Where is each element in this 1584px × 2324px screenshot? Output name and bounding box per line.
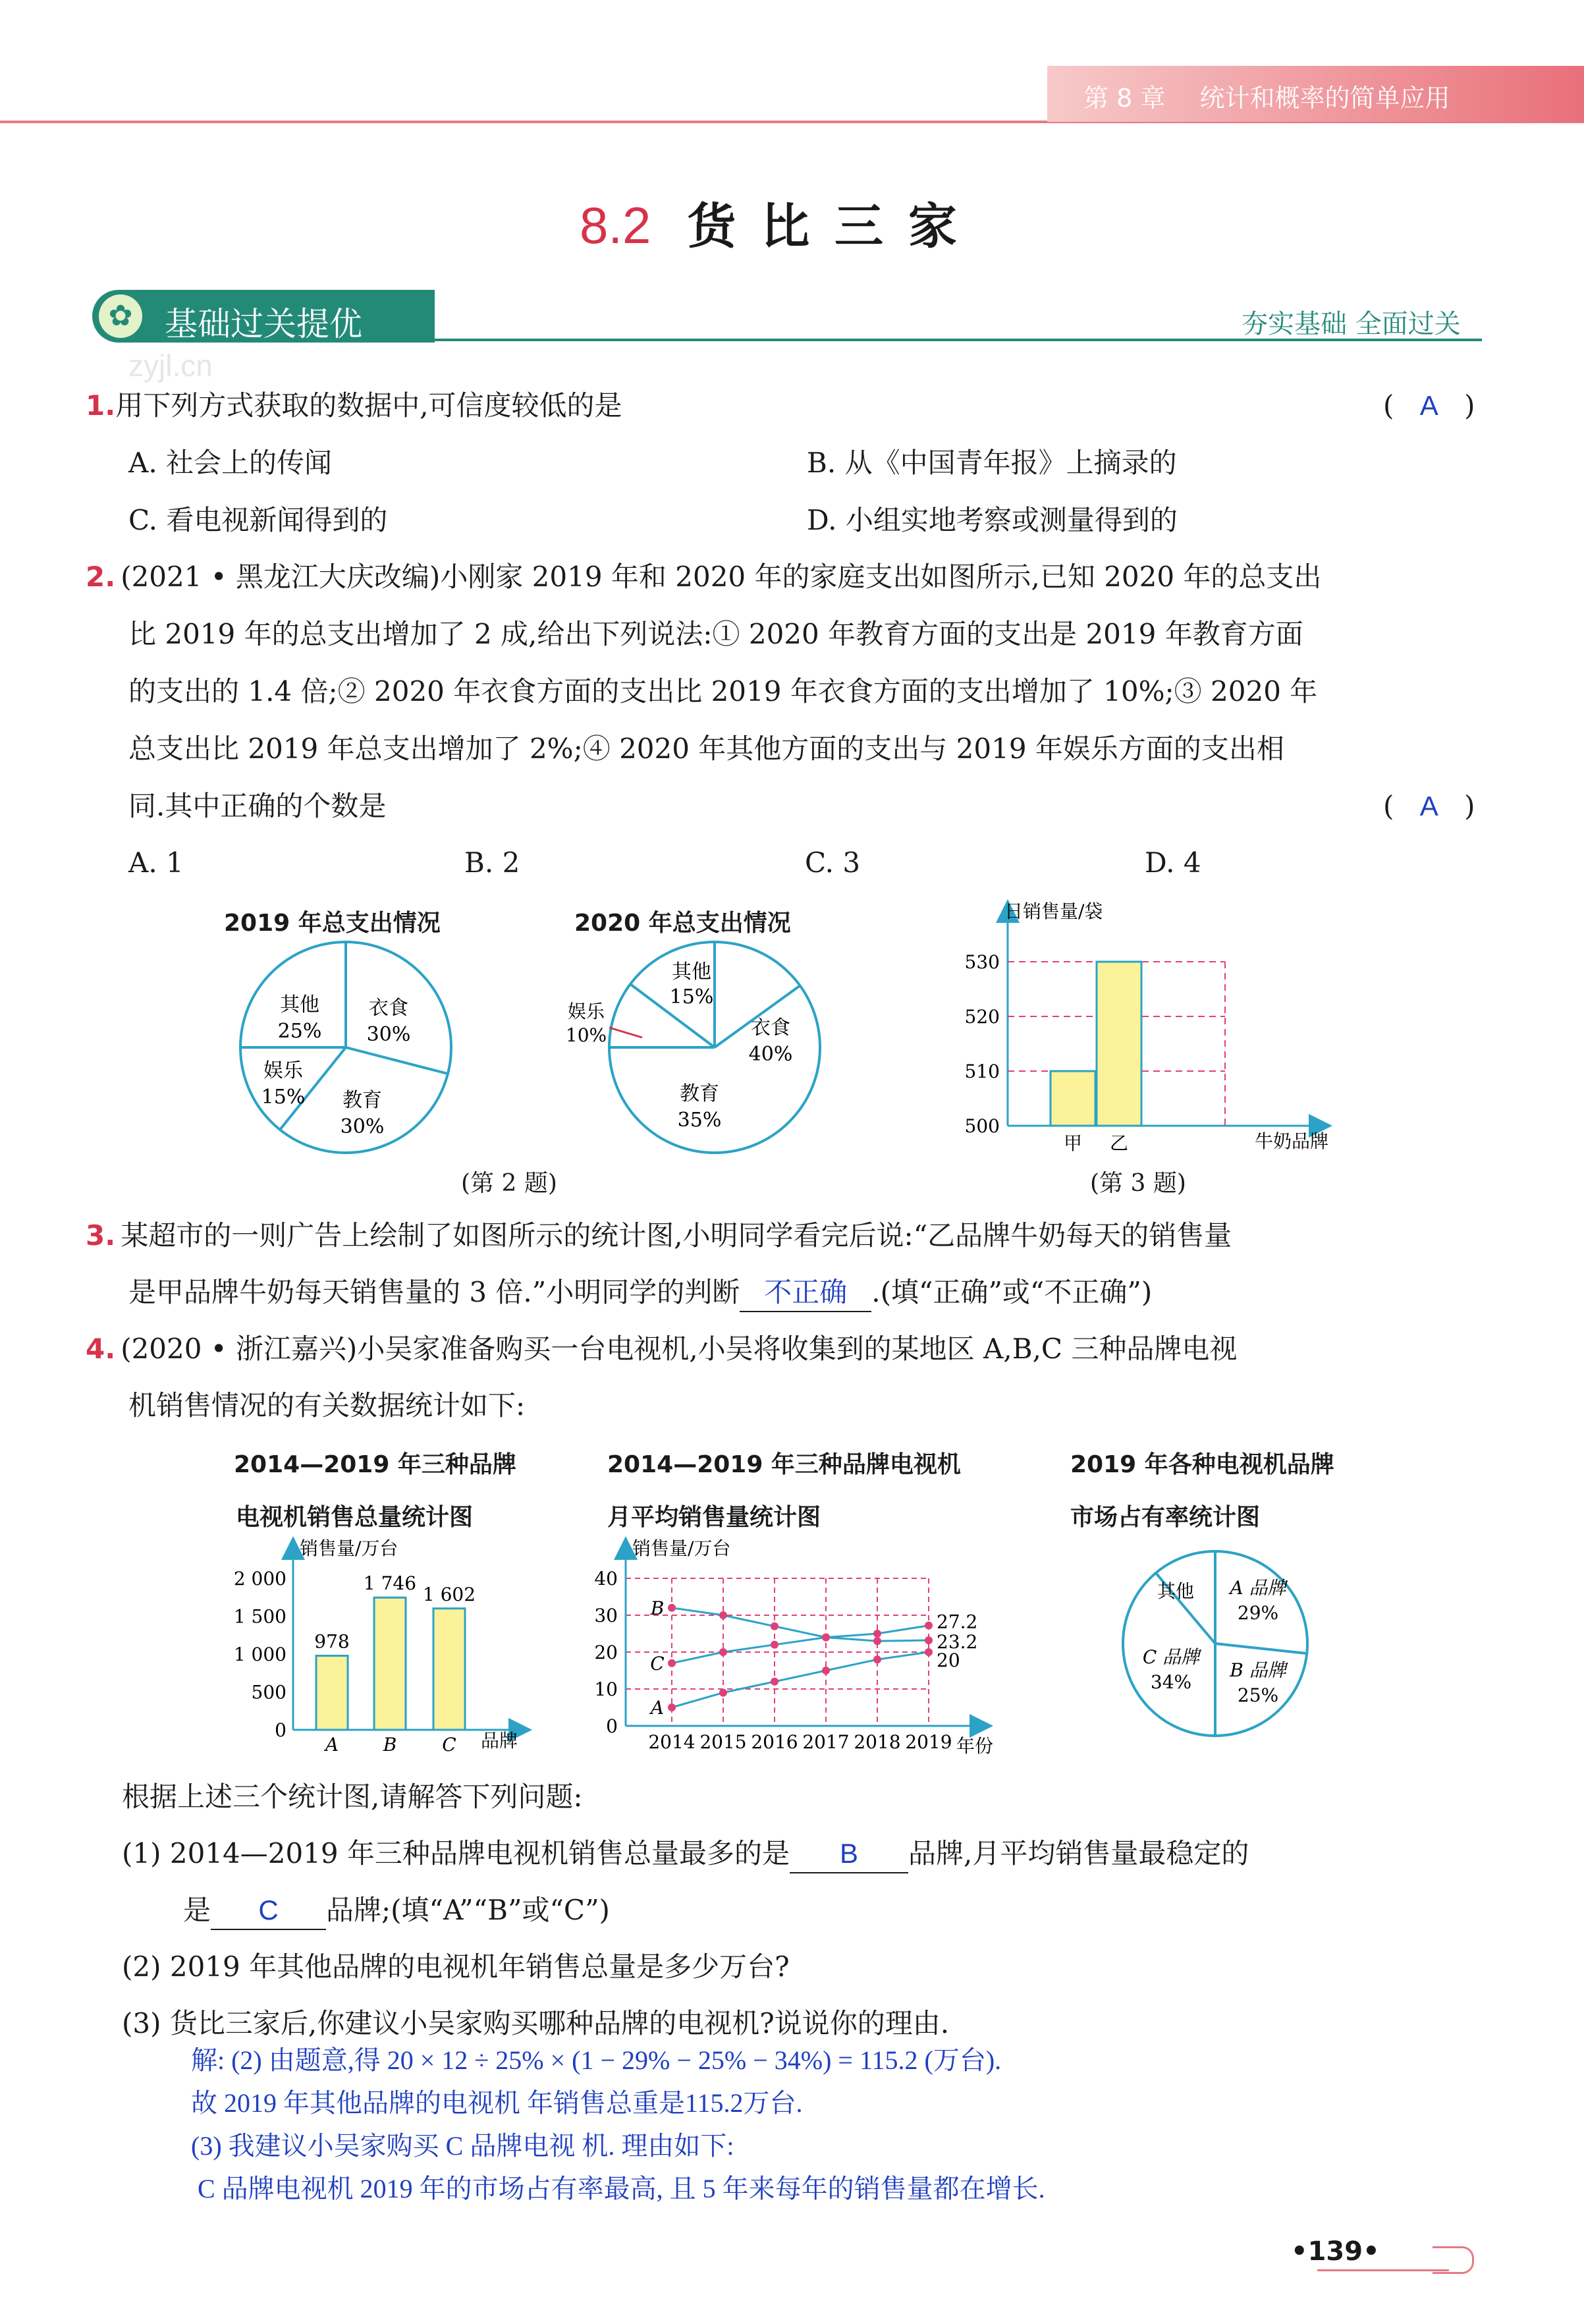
solution-line-1: 解: (2) 由题意,得 20 × 12 ÷ 25% × (1 − 29% − 25% − 34%) = 115.2 (万台).: [191, 2045, 1002, 2075]
q3-line-2: [128, 1274, 1152, 1312]
tv-monthly-point-B-2014: [668, 1604, 676, 1612]
tv-monthly-series-label-A: A: [650, 1697, 665, 1719]
q2-paren-close: ): [1464, 790, 1475, 822]
tv-total-bar-C: [433, 1609, 465, 1730]
pie-chart-2020: [560, 939, 823, 1156]
milk-xtick-0: 甲: [1063, 1132, 1083, 1154]
tv-monthly-ytick-2: 20: [594, 1642, 618, 1663]
q2-text-1: (2021 • 黑龙江大庆改编)小刚家 2019 年和 2020 年的家庭支出如图所示,已知 2020 年的总支出: [121, 561, 1322, 593]
tv-total-ytick-3: 1 500: [233, 1605, 287, 1628]
q2-answer-paren: [1383, 788, 1475, 825]
page-title: [580, 188, 961, 258]
q2-line-3: 的支出的 1.4 倍;② 2020 年衣食方面的支出比 2019 年衣食方面的支出增加了 10%;③ 2020 年: [128, 675, 1318, 707]
sprout-icon: ✿: [99, 294, 142, 338]
q4-p1-text-3: 是: [183, 1894, 211, 1926]
tv-monthly-point-C-2017: [822, 1634, 830, 1642]
tv-monthly-xtick-2: 2016: [751, 1731, 798, 1753]
tv-share-pct-c: 34%: [1150, 1671, 1192, 1693]
tv-share-title-2: 市场占有率统计图: [1070, 1504, 1261, 1531]
q4-p1-text-4: 品牌;(填“A”“B”或“C”): [326, 1894, 610, 1926]
tv-monthly-series-label-C: C: [650, 1652, 665, 1674]
tv-monthly-point-A-2018: [873, 1655, 881, 1663]
milk-bar-0: [1051, 1071, 1095, 1126]
milk-ytick-1: 510: [964, 1061, 1000, 1082]
q3-answer-blank: [740, 1274, 871, 1312]
tv-monthly-ytick-1: 10: [594, 1678, 618, 1700]
q1-paren-close: ): [1464, 389, 1475, 422]
tv-monthly-point-C-2018: [873, 1630, 881, 1638]
tv-monthly-end-label-B: 23.2: [937, 1631, 978, 1653]
tv-monthly-point-A-2015: [719, 1689, 727, 1697]
q1-option-b: B. 从《中国青年报》上摘录的: [807, 447, 1177, 479]
chapter-title: 统计和概率的简单应用: [1199, 84, 1450, 113]
tv-monthly-title-1: 2014—2019 年三种品牌电视机: [607, 1451, 961, 1478]
q4-p1-blank-1: [790, 1835, 908, 1873]
milk-ylabel: 日销售量/袋: [1004, 900, 1103, 922]
pie-2020-pct-ent: 10%: [565, 1024, 607, 1046]
title-number: 8.2: [580, 196, 651, 254]
page-corner-curve: [1433, 2246, 1474, 2274]
pie-2020-title: 2020 年总支出情况: [574, 910, 791, 937]
tv-monthly-end-label-A: 20: [937, 1649, 960, 1671]
q4-line-2: 机销售情况的有关数据统计如下:: [128, 1389, 526, 1422]
q4-text-1: (2020 • 浙江嘉兴)小吴家准备购买一台电视机,小吴将收集到的某地区 A,B,C 三种品牌电视: [121, 1333, 1238, 1365]
q1-option-d: D. 小组实地考察或测量得到的: [807, 504, 1178, 536]
q1-stem: [86, 387, 622, 424]
tv-monthly-point-A-2017: [822, 1667, 830, 1674]
q4-p1-text-2: 品牌,月平均销售量最稳定的: [908, 1837, 1249, 1869]
tv-total-ytick-4: 2 000: [233, 1568, 287, 1590]
tv-total-value-A: 978: [314, 1630, 350, 1653]
pie-2019-label-edu: 教育: [342, 1089, 382, 1112]
q2-line-5: 同.其中正确的个数是: [128, 790, 387, 822]
q2-answer: A: [1419, 790, 1438, 821]
q1-option-c: C. 看电视新闻得到的: [128, 504, 388, 536]
milk-ytick-0: 500: [964, 1115, 1000, 1137]
milk-bar-chart: [942, 899, 1390, 1163]
q1-option-a: A. 社会上的传闻: [128, 447, 333, 479]
pie-2019-pct-ent: 15%: [261, 1086, 306, 1109]
q2-number: 2.: [86, 561, 116, 593]
tv-total-value-B: 1 746: [363, 1572, 417, 1595]
milk-ytick-3: 530: [964, 951, 1000, 973]
tv-total-xtick-A: A: [325, 1734, 339, 1756]
tv-share-label-c: C 品牌: [1142, 1646, 1200, 1668]
pie-2019-title: 2019 年总支出情况: [224, 910, 441, 937]
tv-monthly-xlabel: 年份: [956, 1735, 994, 1757]
tv-monthly-line-chart: [580, 1535, 1021, 1765]
tv-total-ytick-2: 1 000: [233, 1644, 287, 1665]
q4-line-1: [86, 1331, 1237, 1368]
solution-line-4: C 品牌电视机 2019 年的市场占有率最高, 且 5 年来每年的销售量都在增长.: [198, 2174, 1045, 2203]
pie-2019-label-food: 衣食: [369, 997, 408, 1020]
tv-share-pie-chart: [1120, 1548, 1311, 1739]
tv-monthly-point-C-2014: [668, 1659, 676, 1667]
q4-p1-blank-2: [211, 1892, 326, 1930]
tv-monthly-ytick-4: 40: [594, 1568, 618, 1590]
tv-monthly-point-B-2015: [719, 1611, 727, 1619]
section-slogan: 夯实基础 全面过关: [1242, 309, 1461, 339]
pie-2020-pct-edu: 35%: [677, 1109, 722, 1132]
tv-monthly-xtick-0: 2014: [648, 1731, 696, 1753]
q4-number: 4.: [86, 1333, 116, 1365]
q4-part-1-line-1: [122, 1835, 1249, 1873]
q2-paren-open: (: [1383, 790, 1394, 822]
q3-text-3: .(填“正确”或“不正确”): [871, 1276, 1153, 1308]
tv-monthly-point-B-2018: [873, 1637, 881, 1645]
q1-answer: A: [1419, 390, 1438, 421]
tv-monthly-xtick-1: 2015: [699, 1731, 747, 1753]
q1-text: 用下列方式获取的数据中,可信度较低的是: [115, 389, 622, 422]
pie-2019-pct-edu: 30%: [340, 1115, 385, 1138]
tv-total-bar-A: [316, 1656, 348, 1730]
tv-monthly-ytick-3: 30: [594, 1605, 618, 1626]
tv-total-xtick-B: B: [383, 1734, 397, 1756]
tv-share-pct-a: 29%: [1237, 1602, 1279, 1624]
q4-part-2: (2) 2019 年其他品牌的电视机年销售总量是多少万台?: [122, 1950, 790, 1983]
tv-monthly-series-A: [672, 1652, 929, 1707]
milk-xtick-1: 乙: [1109, 1132, 1129, 1154]
tv-monthly-point-C-2015: [719, 1648, 727, 1656]
q3-text-1: 某超市的一则广告上绘制了如图所示的统计图,小明同学看完后说:“乙品牌牛奶每天的销售量: [121, 1219, 1232, 1252]
tv-monthly-series-B: [672, 1608, 929, 1641]
tv-monthly-point-C-2019: [925, 1622, 933, 1630]
tv-monthly-point-A-2016: [771, 1678, 778, 1686]
q2-option-d: D. 4: [1145, 846, 1201, 879]
tv-monthly-point-C-2016: [771, 1641, 778, 1649]
tv-monthly-ytick-0: 0: [606, 1715, 618, 1737]
page-number: •139•: [1291, 2236, 1380, 2267]
tv-total-xlabel: 品牌: [481, 1730, 518, 1752]
tv-share-title-1: 2019 年各种电视机品牌: [1070, 1451, 1334, 1478]
tv-total-title-1: 2014—2019 年三种品牌: [234, 1451, 516, 1478]
tv-monthly-point-A-2019: [925, 1648, 933, 1656]
q3-answer: 不正确: [764, 1277, 848, 1308]
tv-total-ytick-0: 0: [275, 1719, 287, 1741]
tv-share-label-b: B 品牌: [1230, 1659, 1286, 1681]
tv-share-label-other: 其他: [1157, 1580, 1195, 1602]
milk-bar-1: [1097, 962, 1141, 1126]
tv-share-label-a: A 品牌: [1230, 1577, 1286, 1599]
watermark: zyjl.cn: [128, 348, 213, 383]
milk-ytick-2: 520: [964, 1006, 1000, 1028]
pie-chart-2019: [237, 939, 454, 1156]
q3-line-1: [86, 1217, 1232, 1254]
q2-caption: (第 2 题): [461, 1170, 557, 1197]
tv-total-bar-chart: [224, 1535, 540, 1759]
pie-2020-label-ent: 娱乐: [567, 1001, 605, 1022]
tv-total-ylabel: 销售量/万台: [300, 1537, 398, 1559]
tv-total-ytick-1: 500: [251, 1681, 287, 1703]
q3-number: 3.: [86, 1219, 116, 1252]
tv-monthly-ylabel: 销售量/万台: [632, 1537, 731, 1559]
chapter-label: [1083, 78, 1450, 114]
q4-intro: 根据上述三个统计图,请解答下列问题:: [122, 1781, 583, 1813]
q4-p1-answer-1: B: [839, 1838, 858, 1869]
q4-part-1-line-2: [183, 1892, 610, 1930]
q4-p1-text-1: (1) 2014—2019 年三种品牌电视机销售总量最多的是: [122, 1837, 790, 1869]
pie-2020-label-other: 其他: [672, 960, 711, 983]
q1-answer-paren: [1383, 387, 1475, 424]
title-text: 货 比 三 家: [687, 198, 961, 255]
section-name: 基础过关提优: [165, 305, 362, 343]
tv-total-title-2: 电视机销售总量统计图: [236, 1504, 474, 1531]
solution-line-2: 故 2019 年其他品牌的电视机 年销售总重是115.2万台.: [191, 2088, 803, 2118]
tv-monthly-xtick-3: 2017: [802, 1731, 850, 1753]
tv-total-value-C: 1 602: [422, 1583, 476, 1605]
pie-2019-pct-food: 30%: [366, 1023, 411, 1046]
tv-total-xtick-C: C: [442, 1734, 456, 1756]
tv-monthly-point-B-2016: [771, 1622, 778, 1630]
tv-monthly-title-2: 月平均销售量统计图: [607, 1504, 821, 1531]
pie-2020-pct-other: 15%: [669, 985, 714, 1009]
q4-part-3: (3) 货比三家后,你建议小吴家购买哪种品牌的电视机?说说你的理由.: [122, 2007, 950, 2039]
q4-p1-answer-2: C: [258, 1895, 279, 1925]
tv-monthly-end-label-C: 27.2: [937, 1611, 978, 1633]
q2-line-2: 比 2019 年的总支出增加了 2 成,给出下列说法:① 2020 年教育方面的支出是 2019 年教育方面: [128, 618, 1303, 650]
tv-total-bar-B: [374, 1597, 406, 1730]
solution-line-3: (3) 我建议小吴家购买 C 品牌电视 机. 理由如下:: [191, 2131, 734, 2161]
q1-paren-open: (: [1383, 389, 1394, 422]
milk-xlabel: 牛奶品牌: [1255, 1130, 1329, 1152]
pie-2019-pct-other: 25%: [277, 1020, 322, 1043]
tv-share-pct-b: 25%: [1237, 1684, 1279, 1706]
page-number-rule: [1317, 2269, 1449, 2271]
q2-option-c: C. 3: [805, 846, 861, 879]
chapter-number: 第 8 章: [1083, 84, 1166, 113]
q2-option-a: A. 1: [128, 846, 184, 879]
q2-line-1: [86, 559, 1321, 595]
q2-line-4: 总支出比 2019 年总支出增加了 2%;④ 2020 年其他方面的支出与 2019 年娱乐方面的支出相: [128, 733, 1284, 765]
tv-monthly-xtick-4: 2018: [854, 1731, 901, 1753]
tv-monthly-xtick-5: 2019: [905, 1731, 952, 1753]
tv-monthly-series-label-B: B: [650, 1597, 665, 1619]
pie-2019-label-other: 其他: [280, 993, 319, 1016]
pie-2020-pct-food: 40%: [748, 1043, 793, 1066]
q1-number: 1.: [86, 389, 116, 422]
tv-monthly-point-A-2014: [668, 1703, 676, 1711]
q2-option-b: B. 2: [464, 846, 520, 879]
pie-2020-label-edu: 教育: [680, 1082, 719, 1105]
pie-2020-label-food: 衣食: [751, 1016, 790, 1039]
q3-caption: (第 3 题): [1090, 1170, 1186, 1197]
pie-2019-label-ent: 娱乐: [263, 1059, 303, 1082]
q3-text-2: 是甲品牌牛奶每天销售量的 3 倍.”小明同学的判断: [128, 1276, 740, 1308]
tv-monthly-point-B-2019: [925, 1636, 933, 1644]
